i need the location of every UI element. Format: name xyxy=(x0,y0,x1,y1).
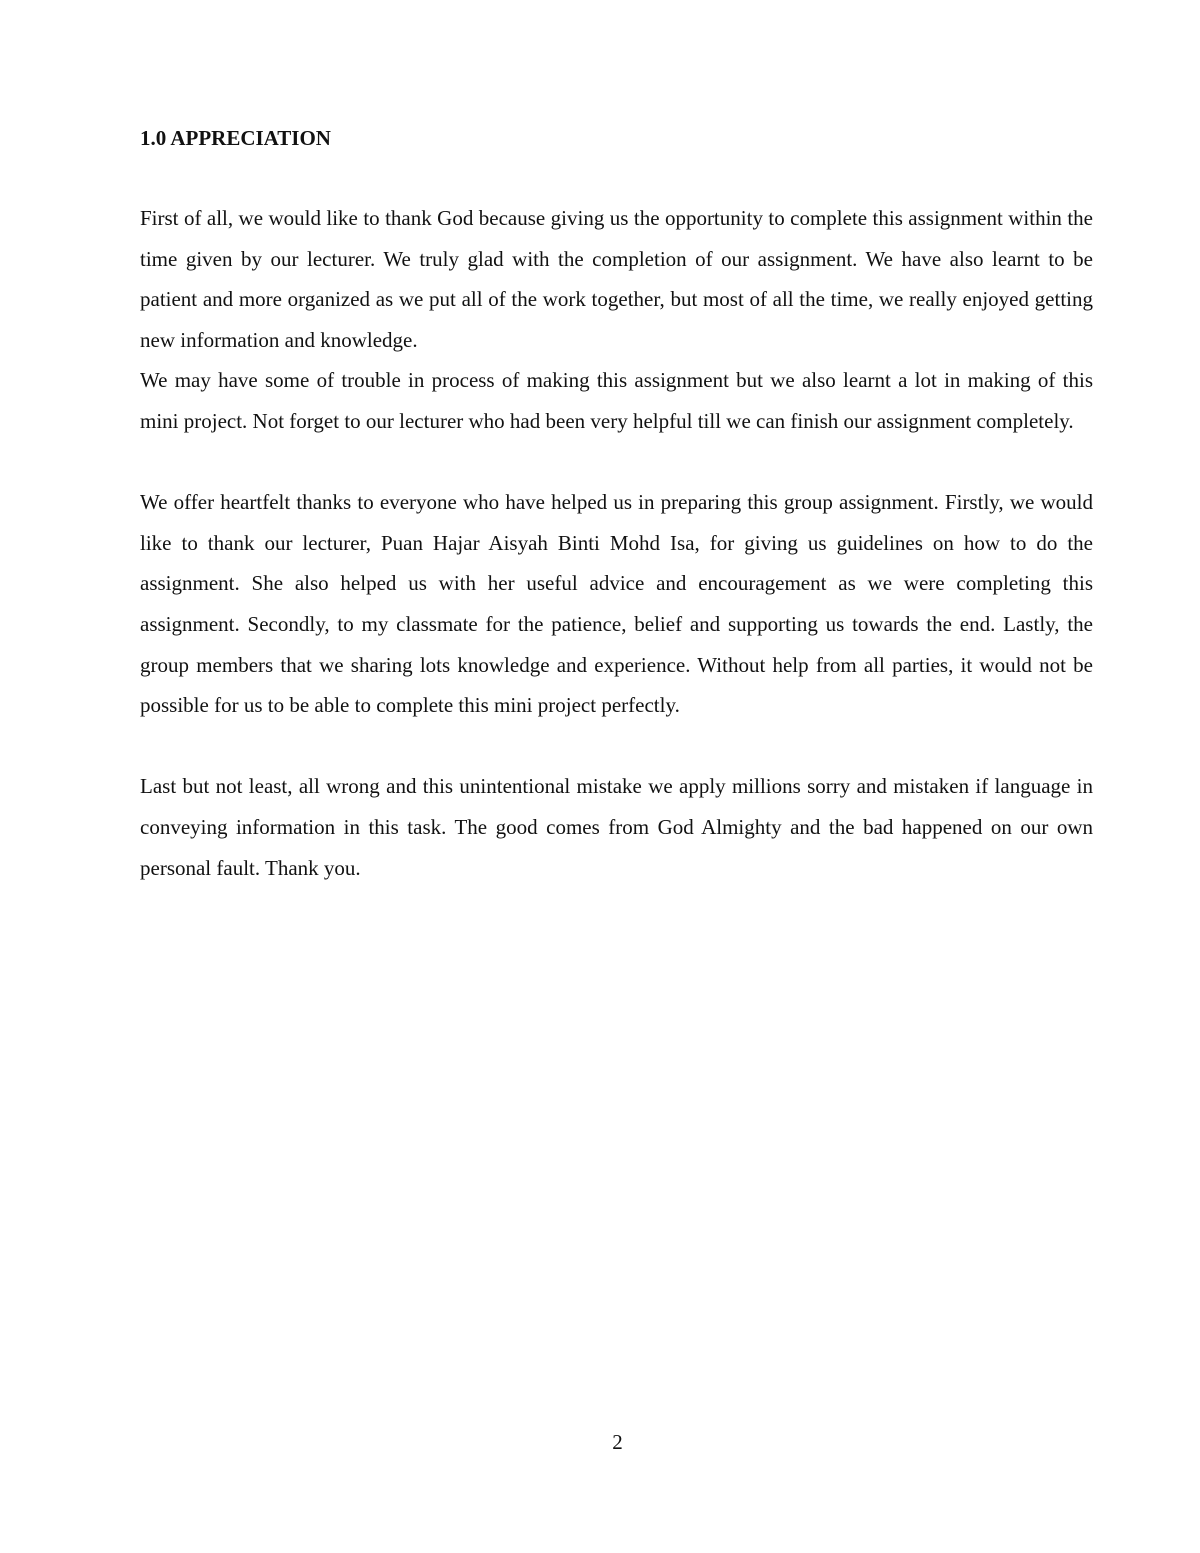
paragraph-project-trouble: We may have some of trouble in process of making this assignment but we also learnt a lot in making of this mini project. Not forget to our lecturer who had been very helpful till we can finish our assignment completely. xyxy=(140,368,1093,433)
section-heading: 1.0 APPRECIATION xyxy=(140,126,331,150)
paragraph-spacer xyxy=(140,726,1093,767)
paragraph-closing: Last but not least, all wrong and this unintentional mistake we apply millions sorry and mistaken if language in conveying information in this task. The good comes from God Almighty and the bad happened on our own personal fault. Thank you. xyxy=(140,774,1093,880)
paragraph-opening-thanks: First of all, we would like to thank God because giving us the opportunity to complete this assignment within the time given by our lecturer. We truly glad with the completion of our assignment. We have also learnt to be patient and more organized as we put all of the work together, but most of all the time, we really enjoyed getting new information and knowledge. xyxy=(140,206,1093,352)
page-content xyxy=(140,118,1093,888)
paragraph-heartfelt-thanks: We offer heartfelt thanks to everyone who have helped us in preparing this group assignment. Firstly, we would like to thank our lecturer, Puan Hajar Aisyah Binti Mohd Isa, for giving us guidelines on how to do the assignment. She also helped us with her useful advice and encouragement as we were completing this assignment. Secondly, to my classmate for the patience, belief and supporting us towards the end. Lastly, the group members that we sharing lots knowledge and experience. Without help from all parties, it would not be possible for us to be able to complete this mini project perfectly. xyxy=(140,490,1093,718)
paragraph-spacer xyxy=(140,442,1093,483)
page-number: 2 xyxy=(612,1430,623,1454)
